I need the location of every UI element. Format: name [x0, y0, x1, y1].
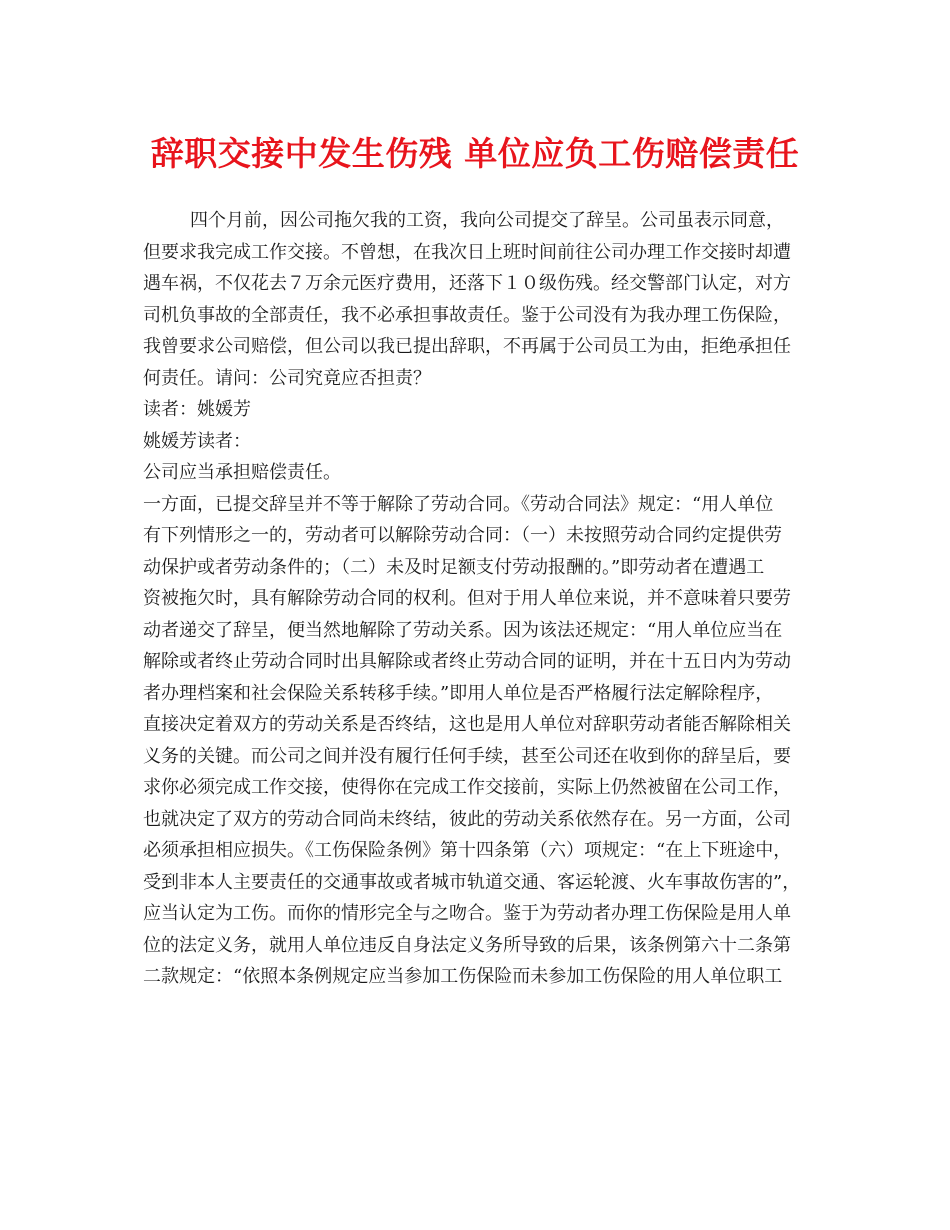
document-title: 辞职交接中发生伤残 单位应负工伤赔偿责任	[150, 134, 800, 173]
paragraph-line: 何责任。请问：公司究竟应否担责？	[143, 367, 431, 389]
document-body	[143, 205, 823, 993]
paragraph-line: 解除或者终止劳动合同时出具解除或者终止劳动合同的证明，并在十五日内为劳动	[143, 651, 791, 672]
reader-signature: 读者：姚媛芳	[143, 399, 251, 420]
paragraph-line: 有下列情形之一的，劳动者可以解除劳动合同：（一）未按照劳动合同约定提供劳	[143, 525, 782, 546]
paragraph-line: 直接决定着双方的劳动关系是否终结，这也是用人单位对辞职劳动者能否解除相关	[143, 714, 791, 735]
paragraph-line: 我曾要求公司赔偿，但公司以我已提出辞职，不再属于公司员工为由，拒绝承担任	[143, 336, 791, 357]
paragraph-line: 资被拖欠时，具有解除劳动合同的权利。但对于用人单位来说，并不意味着只要劳	[143, 588, 791, 609]
paragraph-line: 应当认定为工伤。而你的情形完全与之吻合。鉴于为劳动者办理工伤保险是用人单	[143, 903, 791, 924]
paragraph-line: 二款规定：“依照本条例规定应当参加工伤保险而未参加工伤保险的用人单位职工	[143, 966, 783, 987]
reply-conclusion: 公司应当承担赔偿责任。	[143, 462, 341, 483]
paragraph-line: 一方面，已提交辞呈并不等于解除了劳动合同。《劳动合同法》规定：“用人单位	[143, 493, 774, 515]
paragraph-line: 必须承担相应损失。《工伤保险条例》第十四条第（六）项规定：“在上下班途中，	[143, 840, 792, 861]
paragraph-line: 但要求我完成工作交接。不曾想，在我次日上班时间前往公司办理工作交接时却遭	[143, 241, 791, 263]
paragraph-line: 动者递交了辞呈，便当然地解除了劳动关系。因为该法还规定：“用人单位应当在	[143, 619, 783, 641]
paragraph-line: 也就决定了双方的劳动合同尚未终结，彼此的劳动关系依然存在。另一方面，公司	[143, 808, 791, 830]
reply-salutation: 姚媛芳读者：	[143, 430, 251, 452]
paragraph-line: 受到非本人主要责任的交通事故或者城市轨道交通、客运轮渡、火车事故伤害的”，	[143, 871, 801, 893]
paragraph-line: 位的法定义务，就用人单位违反自身法定义务所导致的后果，该条例第六十二条第	[143, 934, 791, 956]
paragraph-line: 四个月前，因公司拖欠我的工资，我向公司提交了辞呈。公司虽表示同意，	[190, 210, 784, 231]
paragraph-line: 司机负事故的全部责任，我不必承担事故责任。鉴于公司没有为我办理工伤保险，	[143, 304, 791, 326]
paragraph-line: 求你必须完成工作交接，使得你在完成工作交接前，实际上仍然被留在公司工作，	[143, 777, 791, 798]
paragraph-line: 义务的关键。而公司之间并没有履行任何手续，甚至公司还在收到你的辞呈后，要	[143, 745, 791, 767]
paragraph-line: 遇车祸，不仅花去７万余元医疗费用，还落下１０级伤残。经交警部门认定，对方	[143, 273, 791, 294]
paragraph-line: 者办理档案和社会保险关系转移手续。”即用人单位是否严格履行法定解除程序，	[143, 682, 774, 704]
paragraph-line: 动保护或者劳动条件的；（二）未及时足额支付劳动报酬的。”即劳动者在遭遇工	[143, 556, 765, 578]
